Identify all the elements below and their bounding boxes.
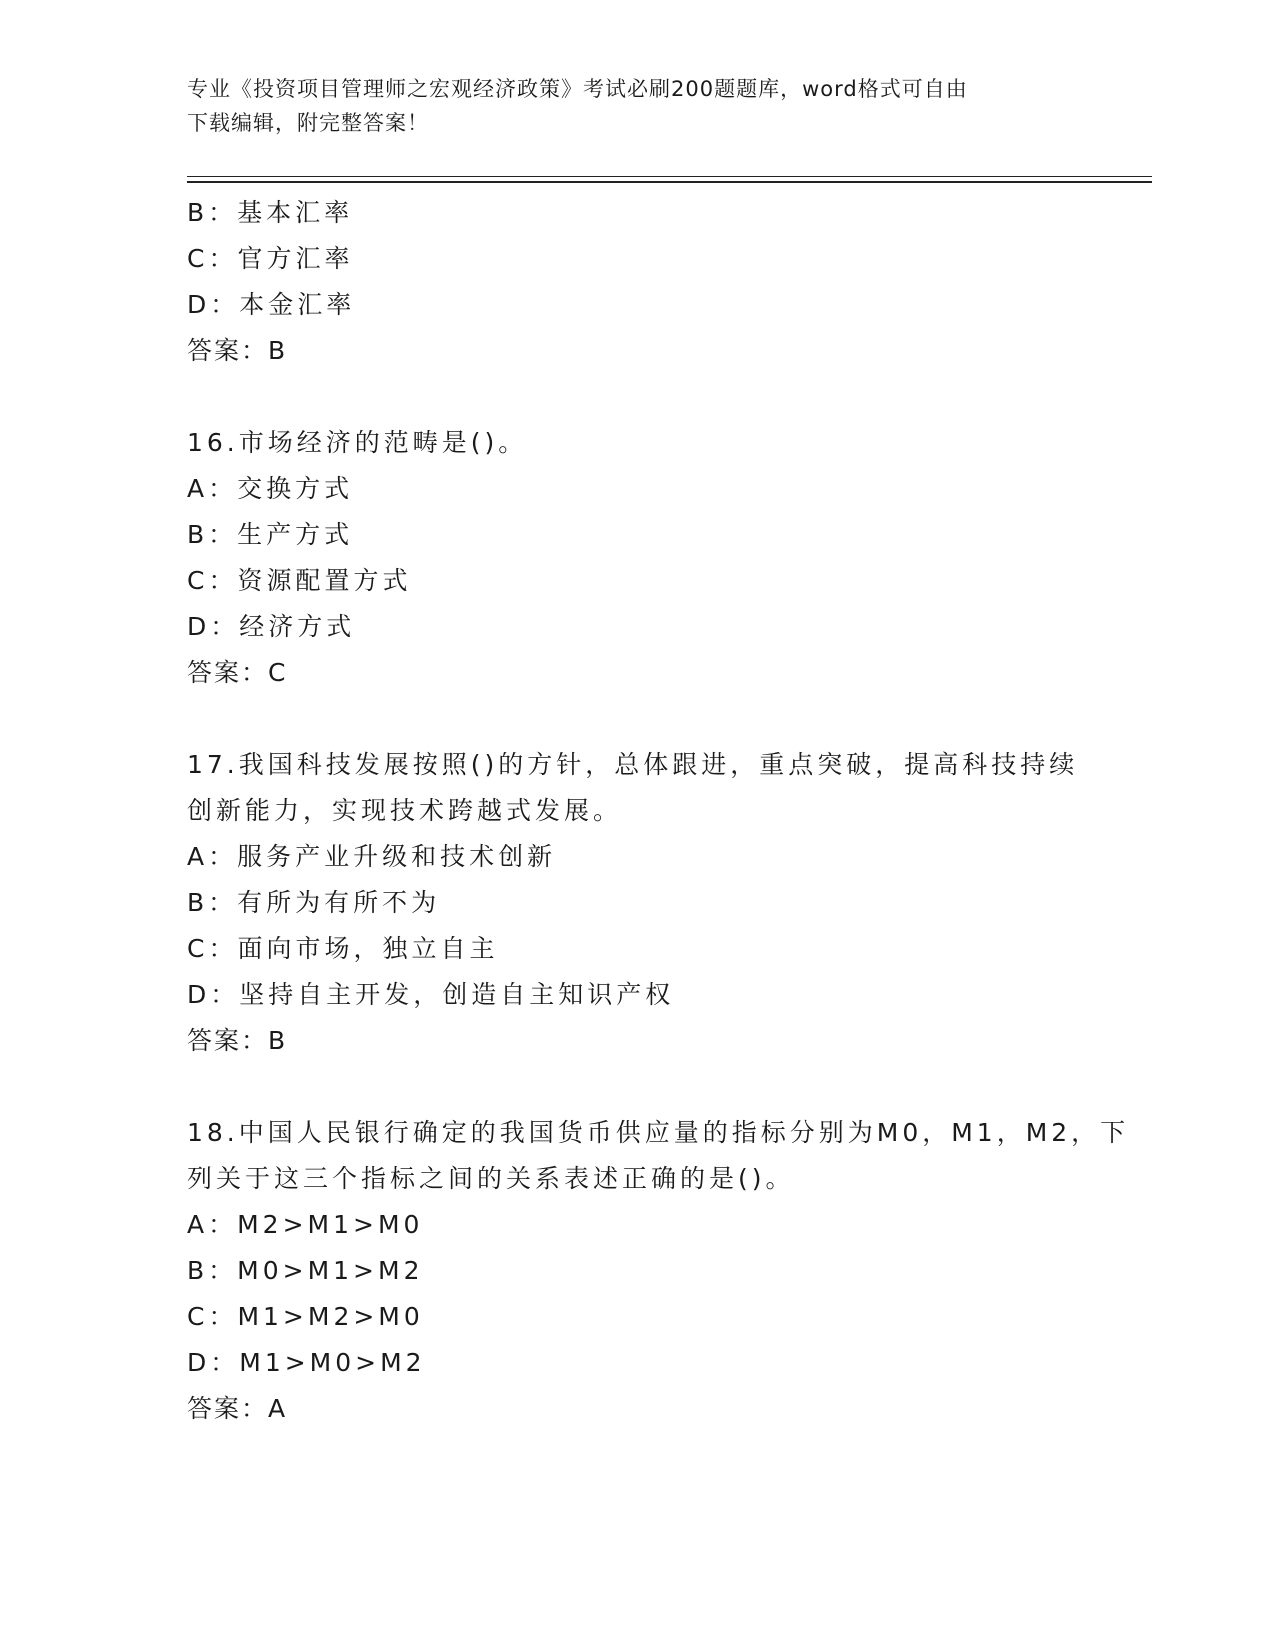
question-15-continued [187, 190, 1087, 374]
header-divider-thin [187, 176, 1152, 177]
option-d: D：坚持自主开发，创造自主知识产权 [187, 980, 675, 1009]
question-16 [187, 420, 1087, 696]
header-line-1: 专业《投资项目管理师之宏观经济政策》考试必刷200题题库，word格式可自由 [187, 77, 968, 101]
question-stem-line-2: 创新能力，实现技术跨越式发展。 [187, 796, 623, 825]
answer-line: 答案：A [187, 1394, 288, 1423]
option-c: C：官方汇率 [187, 244, 354, 273]
option-c: C：资源配置方式 [187, 566, 412, 595]
option-a: A：服务产业升级和技术创新 [187, 842, 557, 871]
question-18 [187, 1110, 1130, 1432]
answer-line: 答案：C [187, 658, 288, 687]
option-c: C：M1>M2>M0 [187, 1302, 424, 1331]
question-list [187, 190, 1130, 1432]
answer-line: 答案：B [187, 1026, 288, 1055]
question-stem-line-1: 17.我国科技发展按照()的方针，总体跟进，重点突破，提高科技持续 [187, 750, 1079, 779]
option-d: D：经济方式 [187, 612, 356, 641]
option-d: D：本金汇率 [187, 290, 356, 319]
question-17 [187, 742, 1087, 1064]
answer-line: 答案：B [187, 336, 288, 365]
question-stem: 16.市场经济的范畴是()。 [187, 428, 528, 457]
option-c: C：面向市场，独立自主 [187, 934, 499, 963]
option-b: B：基本汇率 [187, 198, 354, 227]
question-stem-line-2: 列关于这三个指标之间的关系表述正确的是()。 [187, 1164, 795, 1193]
spacer [187, 374, 1087, 420]
spacer [187, 1064, 1087, 1110]
option-b: B：生产方式 [187, 520, 354, 549]
option-a: A：交换方式 [187, 474, 354, 503]
header-line-2: 下载编辑，附完整答案！ [187, 111, 429, 135]
question-stem-line-1: 18.中国人民银行确定的我国货币供应量的指标分别为M0，M1，M2，下 [187, 1118, 1130, 1147]
option-d: D：M1>M0>M2 [187, 1348, 426, 1377]
option-b: B：M0>M1>M2 [187, 1256, 424, 1285]
option-a: A：M2>M1>M0 [187, 1210, 424, 1239]
document-header [187, 72, 1087, 140]
option-b: B：有所为有所不为 [187, 888, 441, 917]
header-divider-thick [187, 181, 1152, 183]
spacer [187, 696, 1087, 742]
